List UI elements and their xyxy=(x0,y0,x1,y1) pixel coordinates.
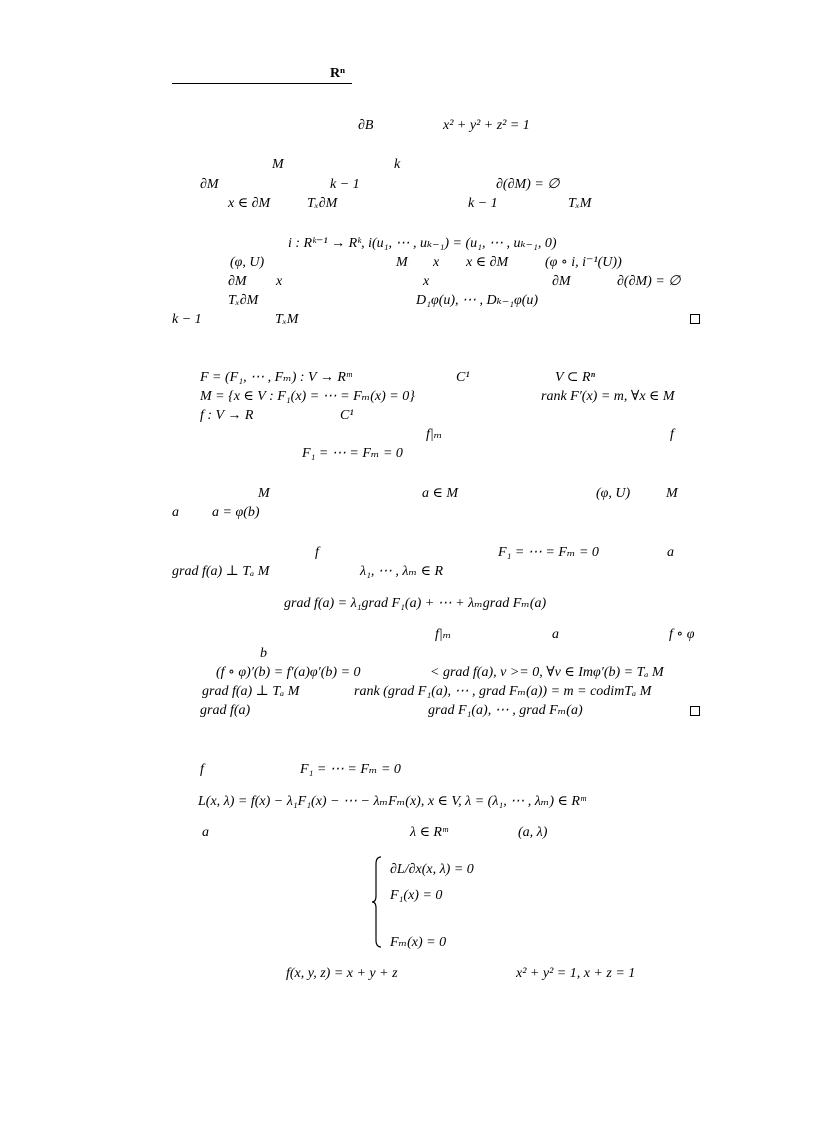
math-x-b: x xyxy=(276,274,283,289)
math-partials: D₁φ(u), ⋯ , Dₖ₋₁φ(u) xyxy=(416,293,539,308)
math-inner-product: < grad f(a), v >= 0, ∀v ∈ Imφ′(b) = Tₐ M xyxy=(430,665,664,680)
math-a-in-M: a ∈ M xyxy=(422,486,459,501)
math-k-minus-1: k − 1 xyxy=(330,177,360,192)
math-objective: f(x, y, z) = x + y + z xyxy=(286,966,398,981)
math-k: k xyxy=(394,157,401,172)
math-constraints-c: F₁ = ⋯ = Fₘ = 0 xyxy=(300,762,401,777)
math-F-map: F = (F₁, ⋯ , Fₘ) : V → Rᵐ xyxy=(200,370,352,385)
math-a-b: a xyxy=(667,545,674,560)
math-f-b: f xyxy=(315,545,319,560)
math-f-map: f : V → R xyxy=(200,408,254,423)
math-TxM: TₓM xyxy=(568,196,592,211)
math-a-eq-phi-b: a = φ(b) xyxy=(212,505,260,520)
math-TxM-b: TₓM xyxy=(275,312,299,327)
math-grad-perp-b: grad f(a) ⊥ Tₐ M xyxy=(202,684,300,699)
math-constraints: F₁ = ⋯ = Fₘ = 0 xyxy=(302,446,403,461)
math-C1-b: C¹ xyxy=(340,408,354,423)
header-rule xyxy=(172,83,352,84)
math-f: f xyxy=(670,427,674,442)
system-eq-m: Fₘ(x) = 0 xyxy=(390,935,447,950)
math-lambdas: λ₁, ⋯ , λₘ ∈ R xyxy=(360,564,443,579)
math-grad-Fs: grad F₁(a), ⋯ , grad Fₘ(a) xyxy=(428,703,583,718)
math-lambda-in-Rm: λ ∈ Rᵐ xyxy=(410,825,448,840)
math-k-minus-1-b: k − 1 xyxy=(468,196,498,211)
system-eq-1: ∂L/∂x(x, λ) = 0 xyxy=(390,862,474,877)
header-space: Rⁿ xyxy=(330,66,345,81)
math-M-def: M = {x ∈ V : F₁(x) = ⋯ = Fₘ(x) = 0} xyxy=(200,389,415,404)
math-restricted-chart: (φ ∘ i, i⁻¹(U)) xyxy=(545,255,622,270)
math-grad-perp: grad f(a) ⊥ Tₐ M xyxy=(172,564,270,579)
math-ddM-empty-b: ∂(∂M) = ∅ xyxy=(617,274,681,289)
math-a-d: a xyxy=(202,825,209,840)
math-V-subset: V ⊂ Rⁿ xyxy=(555,370,595,385)
math-TxdM: Tₓ∂M xyxy=(307,196,338,211)
math-rank-cond: rank F′(x) = m, ∀x ∈ M xyxy=(541,389,675,404)
math-constraint-set: x² + y² = 1, x + z = 1 xyxy=(516,966,636,981)
math-dM-c: ∂M xyxy=(552,274,571,289)
qed-symbol-2 xyxy=(690,706,700,716)
math-dM: ∂M xyxy=(200,177,219,192)
math-chain-rule: (f ∘ φ)′(b) = f′(a)φ′(b) = 0 xyxy=(216,665,361,680)
math-C1: C¹ xyxy=(456,370,470,385)
math-lagrangian: L(x, λ) = f(x) − λ₁F₁(x) − ⋯ − λₘFₘ(x), x ∈ V, λ = (λ₁, ⋯ , λₘ) ∈ Rᵐ xyxy=(198,794,586,809)
math-f-restricted: f|ₘ xyxy=(426,427,443,442)
math-x-in-dM: x ∈ ∂M xyxy=(228,196,271,211)
math-f-comp-phi: f ∘ φ xyxy=(669,627,695,642)
math-inclusion-map: i : Rᵏ⁻¹ → Rᵏ, i(u₁, ⋯ , uₖ₋₁) = (u₁, ⋯ , uₖ₋₁, 0) xyxy=(288,236,557,251)
math-M: M xyxy=(272,157,284,172)
system-brace xyxy=(372,856,382,948)
math-k-minus-1-c: k − 1 xyxy=(172,312,202,327)
math-TxdM-b: Tₓ∂M xyxy=(228,293,259,308)
math-sphere-eq: x² + y² + z² = 1 xyxy=(443,118,530,133)
math-grad-f: grad f(a) xyxy=(200,703,251,718)
math-dM-b: ∂M xyxy=(228,274,247,289)
math-M-d: M xyxy=(666,486,678,501)
math-f-restricted-b: f|ₘ xyxy=(435,627,452,642)
math-ddM-empty: ∂(∂M) = ∅ xyxy=(496,177,560,192)
math-chart-b: (φ, U) xyxy=(596,486,631,501)
math-M-b: M xyxy=(396,255,408,270)
math-lagrange-eq: grad f(a) = λ₁grad F₁(a) + ⋯ + λₘgrad Fₘ(a) xyxy=(284,596,547,611)
system-eq-2: F₁(x) = 0 xyxy=(390,888,443,903)
math-rank-codim: rank (grad F₁(a), ⋯ , grad Fₘ(a)) = m = codimTₐ M xyxy=(354,684,652,699)
qed-symbol xyxy=(690,314,700,324)
math-chart: (φ, U) xyxy=(230,255,265,270)
math-b: b xyxy=(260,646,267,661)
math-a-lambda: (a, λ) xyxy=(518,825,548,840)
math-x: x xyxy=(433,255,440,270)
math-x-c: x xyxy=(423,274,430,289)
math-a-c: a xyxy=(552,627,559,642)
math-constraints-b: F₁ = ⋯ = Fₘ = 0 xyxy=(498,545,599,560)
math-x-in-dM-b: x ∈ ∂M xyxy=(466,255,509,270)
math-boundary-B: ∂B xyxy=(358,118,374,133)
math-M-c: M xyxy=(258,486,270,501)
math-a: a xyxy=(172,505,179,520)
math-f-c: f xyxy=(200,762,204,777)
